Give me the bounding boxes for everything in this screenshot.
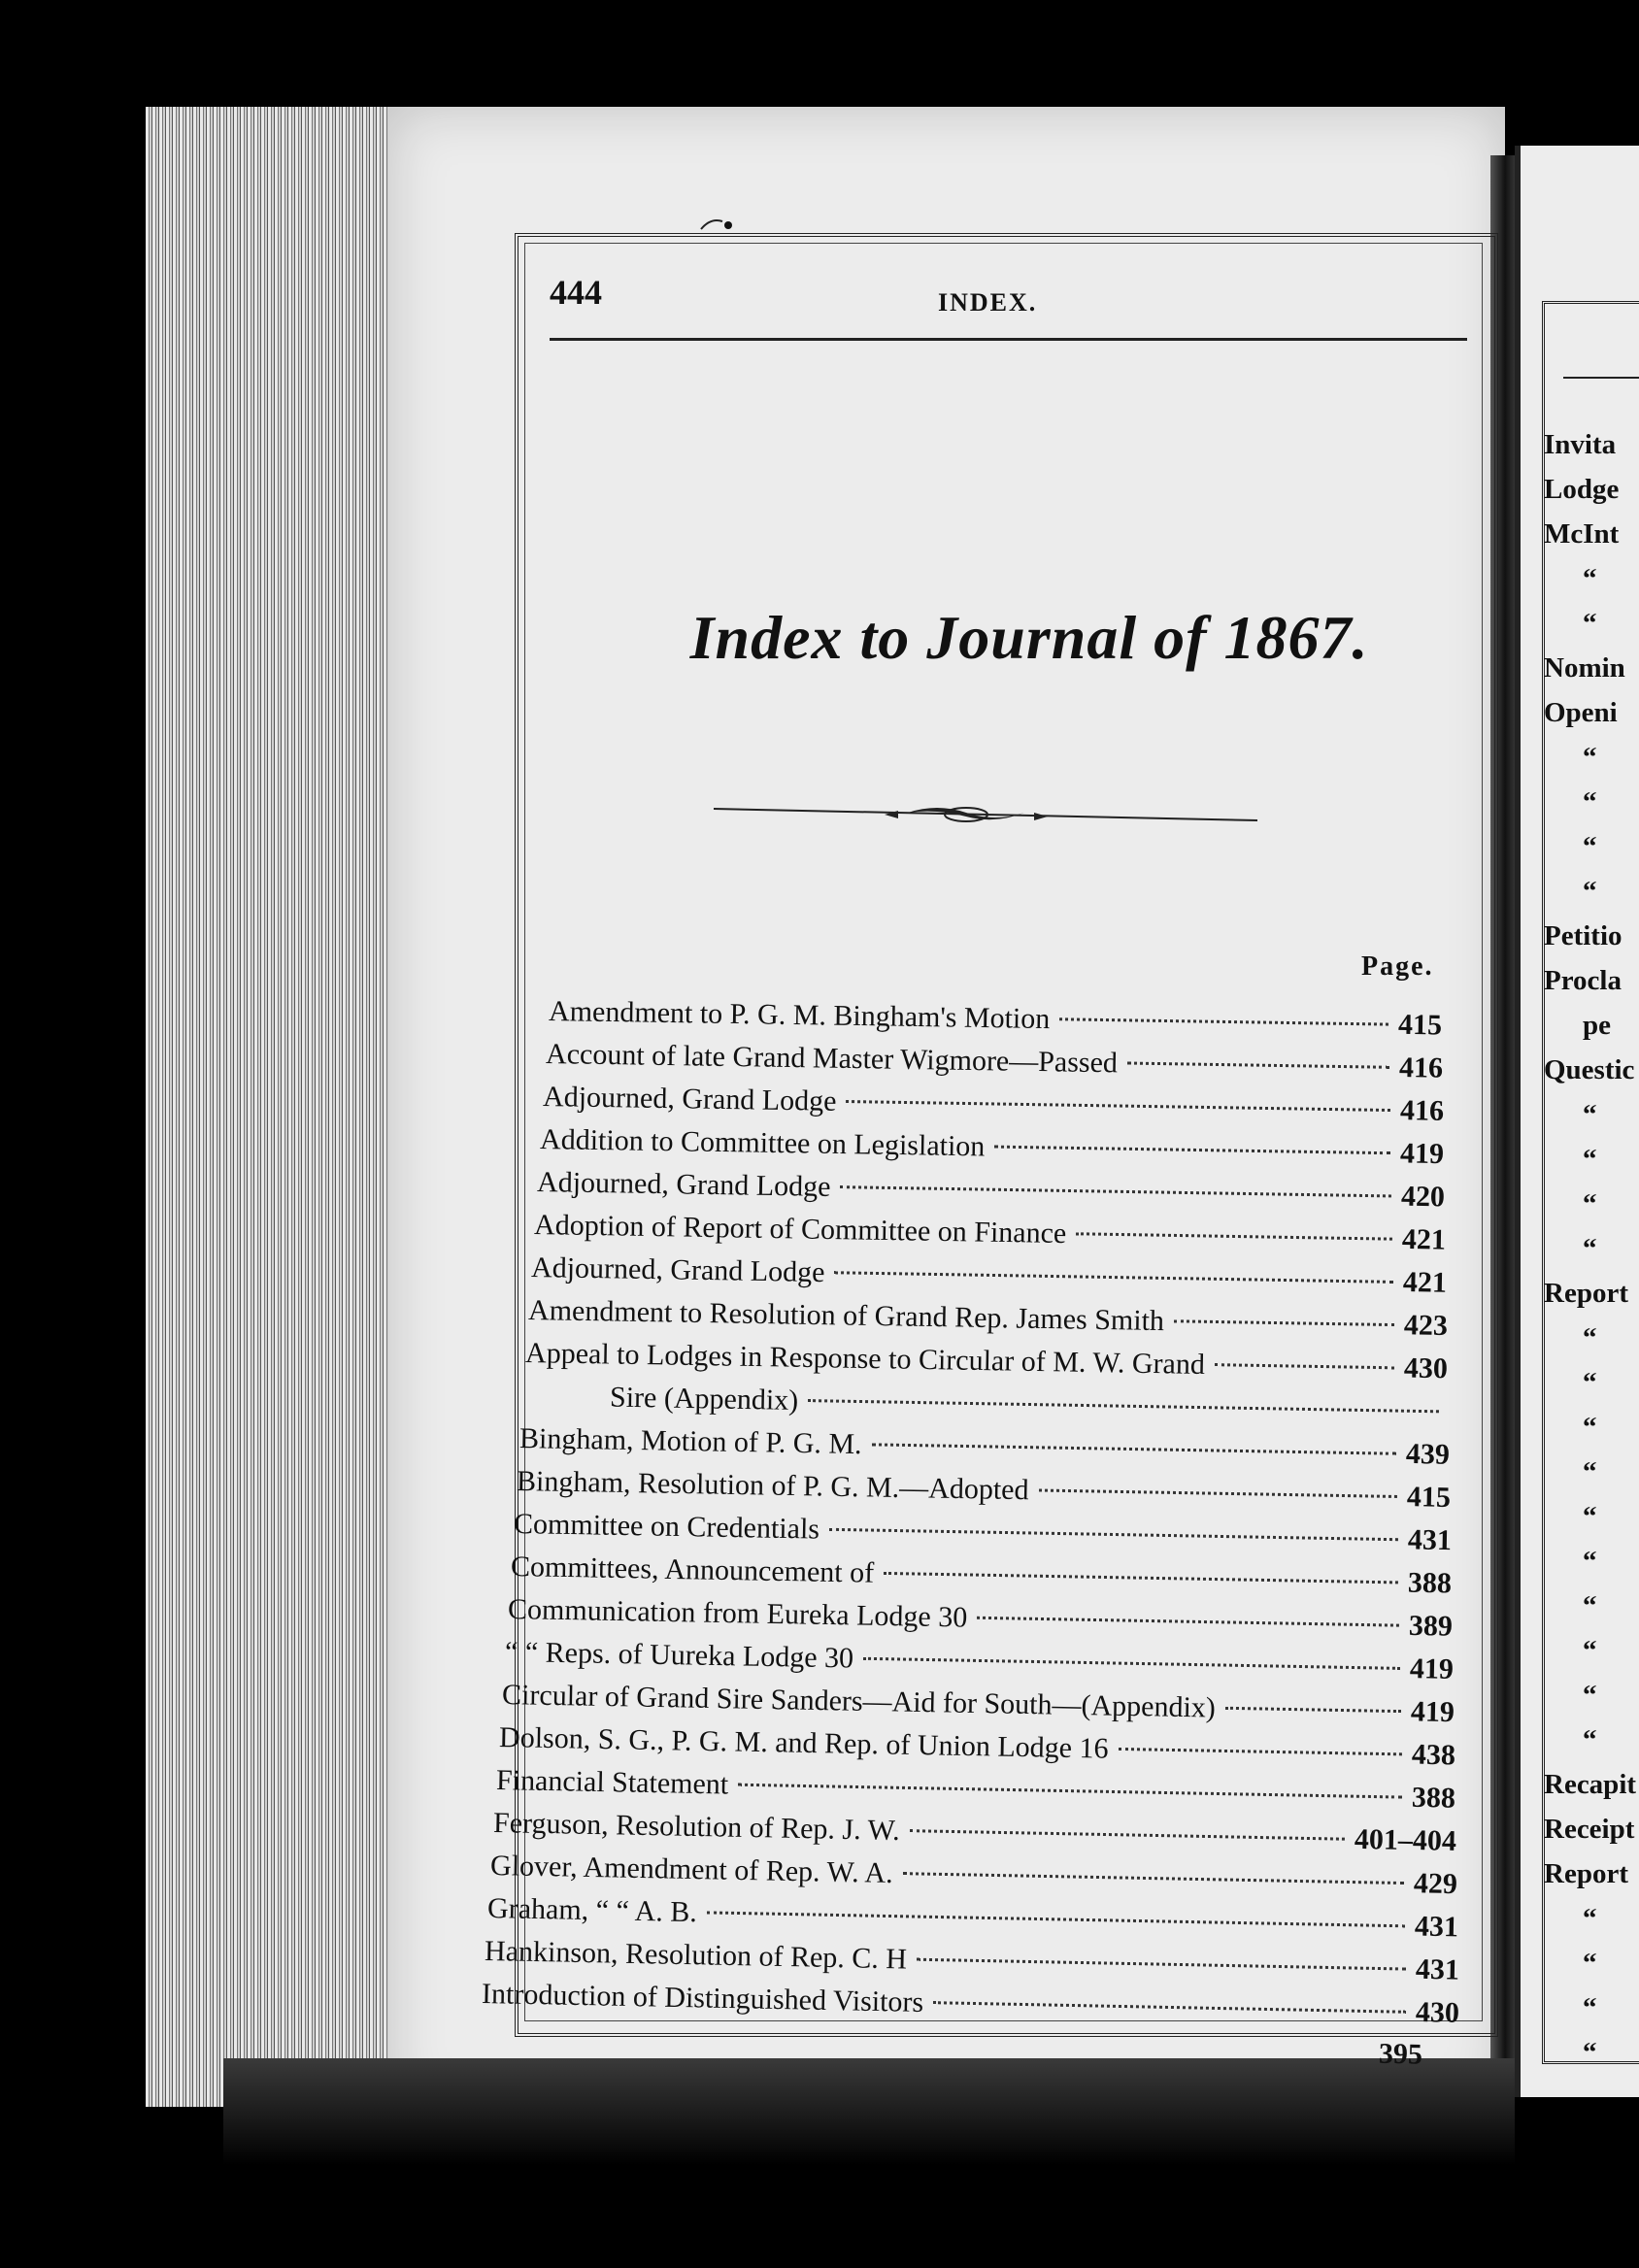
facing-page-fragment: Report [1544, 1278, 1628, 1309]
facing-page-fragment: Receipt [1544, 1814, 1635, 1845]
entry-page: 431 [1414, 1910, 1459, 1944]
facing-page-fragment: “ [1583, 1099, 1597, 1130]
facing-page-fragment: “ [1583, 831, 1597, 862]
entry-page: 415 [1397, 1008, 1443, 1042]
entry-text: Addition to Committee on Legislation [539, 1123, 986, 1163]
entry-text: Bingham, Resolution of P. G. M.—Adopted [516, 1465, 1029, 1507]
facing-page-fragment: “ [1583, 1144, 1597, 1175]
entry-text: Amendment to Resolution of Grand Rep. James Smith [527, 1294, 1165, 1338]
entry-page: 430 [1403, 1351, 1449, 1385]
running-head: INDEX. [938, 288, 1038, 317]
entry-page: 430 [1415, 1995, 1460, 2029]
entry-text: Appeal to Lodges in Response to Circular of M. W. Grand [524, 1337, 1206, 1381]
facing-page-fragment: “ [1583, 1903, 1597, 1934]
entry-page: 401–404 [1354, 1822, 1457, 1857]
entry-text: Ferguson, Resolution of Rep. J. W. [492, 1807, 900, 1847]
dot-leader [1225, 1707, 1401, 1713]
dot-leader [863, 1657, 1400, 1670]
facing-page-fragment: Report [1544, 1858, 1628, 1889]
facing-page-fragment: “ [1583, 1412, 1597, 1443]
header-rule [550, 338, 1467, 341]
dot-leader [808, 1399, 1439, 1413]
dot-leader [872, 1443, 1396, 1454]
page-header [550, 267, 1467, 335]
ink-mark [699, 214, 738, 233]
page-column-header: Page. [1361, 951, 1434, 982]
entry-page: 421 [1402, 1266, 1448, 1299]
dot-leader [829, 1528, 1398, 1541]
entry-page: 416 [1399, 1094, 1445, 1127]
facing-page-fragment: “ [1583, 1680, 1597, 1711]
entry-page: 388 [1411, 1781, 1456, 1815]
entry-text: Sire (Appendix) [609, 1381, 799, 1417]
facing-page-fragment: “ [1583, 1233, 1597, 1264]
entry-text: Adjourned, Grand Lodge [542, 1081, 837, 1117]
facing-page-rule [1563, 377, 1639, 379]
dot-leader [1076, 1232, 1392, 1240]
entry-text: Adjourned, Grand Lodge [536, 1166, 831, 1203]
facing-page-fragment: Openi [1544, 697, 1618, 728]
entry-text: Glover, Amendment of Rep. W. A. [489, 1850, 893, 1889]
facing-page-fragments [1544, 427, 1639, 2080]
dot-leader [1215, 1363, 1394, 1369]
entry-text: Adjourned, Grand Lodge [530, 1251, 825, 1289]
entry-page: 438 [1411, 1738, 1456, 1772]
facing-page-fragment: “ [1583, 1546, 1597, 1577]
entry-page: 395 [1378, 2037, 1423, 2071]
dot-leader [1039, 1488, 1397, 1498]
facing-page-fragment: pe [1583, 1010, 1611, 1041]
entry-page: 431 [1415, 1952, 1460, 1986]
entry-text: Committees, Announcement of [510, 1551, 875, 1589]
dot-leader [1059, 1017, 1388, 1025]
entry-text: Graham, “ “ A. B. [486, 1892, 698, 1929]
dot-leader [884, 1572, 1398, 1584]
facing-page-fragment: “ [1583, 1456, 1597, 1487]
dot-leader [994, 1146, 1390, 1155]
dot-leader [910, 1829, 1345, 1841]
entry-page: 423 [1403, 1309, 1449, 1343]
entry-page: 389 [1408, 1609, 1454, 1643]
entry-page: 420 [1400, 1180, 1446, 1214]
entry-text: Hankinson, Resolution of Rep. C. H [484, 1935, 908, 1976]
entry-page: 431 [1407, 1523, 1453, 1557]
entry-text: Dolson, S. G., P. G. M. and Rep. of Union Lodge 16 [498, 1721, 1109, 1765]
dot-leader [707, 1911, 1405, 1927]
facing-page-fragment: “ [1583, 1501, 1597, 1532]
entry-text: Adoption of Report of Committee on Finance [533, 1209, 1067, 1251]
dot-leader [840, 1185, 1391, 1197]
dot-leader [1174, 1319, 1394, 1326]
facing-page-fragment: Lodge [1544, 474, 1620, 505]
dot-leader [977, 1617, 1399, 1627]
dot-leader [933, 2001, 1406, 2014]
entry-text: Committee on Credentials [513, 1508, 820, 1546]
entry-text: Amendment to P. G. M. Bingham's Motion [548, 995, 1051, 1036]
dot-leader [846, 1100, 1390, 1112]
entry-page: 419 [1409, 1652, 1455, 1685]
entry-text: Bingham, Motion of P. G. M. [518, 1422, 862, 1461]
index-entries [481, 995, 1461, 2071]
entry-page: 415 [1406, 1481, 1452, 1514]
facing-page-fragment: “ [1583, 1322, 1597, 1353]
facing-page-fragment: Nomin [1544, 652, 1625, 684]
facing-page-fragment: “ [1583, 786, 1597, 817]
facing-page-fragment: “ [1583, 1724, 1597, 1755]
page-number: 444 [550, 273, 602, 312]
dot-leader [903, 1872, 1404, 1884]
facing-page-fragment: “ [1583, 2037, 1597, 2068]
facing-page-fragment: “ [1583, 1948, 1597, 1979]
entry-page: 388 [1407, 1566, 1453, 1600]
entry-text: Financial Statement [495, 1764, 729, 1801]
entry-page: 429 [1413, 1867, 1458, 1901]
entry-text: Introduction of Distinguished Visitors [481, 1978, 924, 2018]
facing-page-fragment: Recapit [1544, 1769, 1637, 1800]
dot-leader [917, 1958, 1406, 1971]
facing-page-fragment: “ [1583, 1635, 1597, 1666]
facing-page-fragment: Invita [1544, 429, 1617, 460]
ornament-divider [704, 791, 1267, 840]
dot-leader [1118, 1748, 1402, 1755]
facing-page-fragment: “ [1583, 1590, 1597, 1621]
facing-page-fragment: “ [1583, 608, 1597, 639]
facing-page-fragment: “ [1583, 1367, 1597, 1398]
entry-page: 421 [1401, 1222, 1447, 1256]
facing-page-fragment: “ [1583, 742, 1597, 773]
facing-page-fragment: “ [1583, 563, 1597, 594]
entry-page: 416 [1398, 1051, 1444, 1084]
entry-page: 439 [1405, 1437, 1451, 1471]
facing-page-fragment: “ [1583, 1992, 1597, 2023]
dot-leader [1127, 1062, 1389, 1069]
facing-page-fragment: Petitio [1544, 920, 1622, 951]
entry-page: 419 [1399, 1137, 1445, 1171]
facing-page-fragment: Procla [1544, 965, 1622, 996]
dot-leader [738, 1784, 1402, 1799]
index-title: Index to Journal of 1867. [689, 603, 1369, 672]
facing-page-fragment: Questic [1544, 1054, 1635, 1085]
entry-text: Communication from Eureka Lodge 30 [507, 1593, 968, 1634]
entry-text: Circular of Grand Sire Sanders—Aid for South—(Appendix) [501, 1679, 1217, 1724]
entry-text: “ “ Reps. of Uureka Lodge 30 [504, 1636, 854, 1675]
entry-text: Account of late Grand Master Wigmore—Passed [545, 1038, 1119, 1080]
facing-page-fragment: “ [1583, 876, 1597, 907]
dot-leader [834, 1271, 1393, 1284]
entry-page: 419 [1410, 1695, 1455, 1729]
facing-page-fragment: McInt [1544, 518, 1620, 550]
facing-page-fragment: “ [1583, 1188, 1597, 1219]
